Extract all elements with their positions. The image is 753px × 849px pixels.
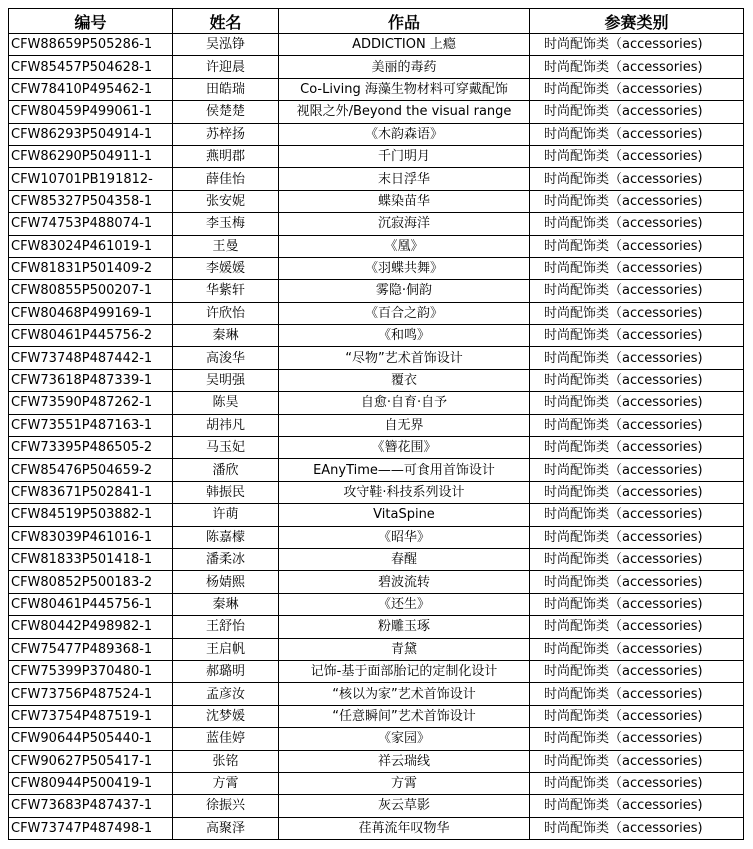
cell-work: 《百合之韵》	[279, 302, 530, 324]
cell-code: CFW85476P504659-2	[9, 459, 173, 481]
cell-code: CFW83024P461019-1	[9, 235, 173, 257]
cell-work: 千门明月	[279, 145, 530, 167]
cell-category: 时尚配饰类（accessories)	[530, 347, 744, 369]
cell-work: 荏苒流年叹物华	[279, 817, 530, 839]
cell-category: 时尚配饰类（accessories)	[530, 369, 744, 391]
cell-code: CFW80468P499169-1	[9, 302, 173, 324]
table-row	[9, 123, 744, 145]
cell-category: 时尚配饰类（accessories)	[530, 145, 744, 167]
cell-work: 蝶染苗华	[279, 190, 530, 212]
header-category: 参赛类别	[530, 9, 744, 34]
cell-work: 春醒	[279, 548, 530, 570]
cell-work: 记饰-基于面部胎记的定制化设计	[279, 660, 530, 682]
cell-code: CFW75477P489368-1	[9, 638, 173, 660]
table-body	[9, 34, 744, 840]
cell-name: 沈梦媛	[173, 705, 279, 727]
table-row	[9, 34, 744, 56]
cell-name: 马玉妃	[173, 437, 279, 459]
cell-code: CFW90644P505440-1	[9, 728, 173, 750]
cell-category: 时尚配饰类（accessories)	[530, 683, 744, 705]
cell-name: 杨婧熙	[173, 571, 279, 593]
cell-code: CFW83671P502841-1	[9, 481, 173, 503]
table-row	[9, 459, 744, 481]
cell-work: 《昭华》	[279, 526, 530, 548]
cell-work: 自无界	[279, 414, 530, 436]
cell-name: 秦琳	[173, 325, 279, 347]
table-row	[9, 168, 744, 190]
table-row	[9, 437, 744, 459]
cell-name: 陈昊	[173, 392, 279, 414]
cell-name: 田皓瑞	[173, 78, 279, 100]
spreadsheet	[8, 8, 744, 840]
cell-code: CFW73590P487262-1	[9, 392, 173, 414]
cell-code: CFW83039P461016-1	[9, 526, 173, 548]
cell-name: 孟彦汝	[173, 683, 279, 705]
cell-code: CFW73748P487442-1	[9, 347, 173, 369]
cell-work: “尽物”艺术首饰设计	[279, 347, 530, 369]
cell-work: VitaSpine	[279, 504, 530, 526]
table-row	[9, 302, 744, 324]
table-row	[9, 593, 744, 615]
cell-category: 时尚配饰类（accessories)	[530, 705, 744, 727]
cell-work: Co-Living 海藻生物材料可穿戴配饰	[279, 78, 530, 100]
cell-work: 美丽的毒药	[279, 56, 530, 78]
cell-code: CFW73395P486505-2	[9, 437, 173, 459]
table-row	[9, 616, 744, 638]
entries-table	[8, 8, 744, 840]
cell-code: CFW80944P500419-1	[9, 772, 173, 794]
cell-category: 时尚配饰类（accessories)	[530, 795, 744, 817]
cell-code: CFW73754P487519-1	[9, 705, 173, 727]
cell-category: 时尚配饰类（accessories)	[530, 571, 744, 593]
cell-work: 视限之外/Beyond the visual range	[279, 101, 530, 123]
cell-category: 时尚配饰类（accessories)	[530, 414, 744, 436]
table-row	[9, 481, 744, 503]
table-row	[9, 772, 744, 794]
table-row	[9, 190, 744, 212]
cell-category: 时尚配饰类（accessories)	[530, 526, 744, 548]
cell-work: 青黛	[279, 638, 530, 660]
cell-work: “任意瞬间”艺术首饰设计	[279, 705, 530, 727]
header-name: 姓名	[173, 9, 279, 34]
cell-name: 燕明郡	[173, 145, 279, 167]
cell-code: CFW81831P501409-2	[9, 257, 173, 279]
cell-code: CFW86293P504914-1	[9, 123, 173, 145]
cell-category: 时尚配饰类（accessories)	[530, 78, 744, 100]
cell-name: 吴明强	[173, 369, 279, 391]
cell-category: 时尚配饰类（accessories)	[530, 459, 744, 481]
cell-code: CFW80459P499061-1	[9, 101, 173, 123]
cell-category: 时尚配饰类（accessories)	[530, 437, 744, 459]
cell-work: 粉雕玉琢	[279, 616, 530, 638]
cell-work: 《木韵森语》	[279, 123, 530, 145]
cell-work: 沉寂海洋	[279, 213, 530, 235]
table-row	[9, 213, 744, 235]
cell-code: CFW86290P504911-1	[9, 145, 173, 167]
cell-name: 方霄	[173, 772, 279, 794]
table-row	[9, 280, 744, 302]
cell-code: CFW73683P487437-1	[9, 795, 173, 817]
cell-category: 时尚配饰类（accessories)	[530, 392, 744, 414]
cell-name: 华紫轩	[173, 280, 279, 302]
cell-code: CFW73747P487498-1	[9, 817, 173, 839]
cell-name: 秦琳	[173, 593, 279, 615]
cell-code: CFW85327P504358-1	[9, 190, 173, 212]
cell-name: 高浚华	[173, 347, 279, 369]
cell-code: CFW81833P501418-1	[9, 548, 173, 570]
cell-category: 时尚配饰类（accessories)	[530, 325, 744, 347]
cell-name: 韩振民	[173, 481, 279, 503]
header-work: 作品	[279, 9, 530, 34]
table-row	[9, 235, 744, 257]
cell-work: 末日浮华	[279, 168, 530, 190]
cell-work: 雾隐·侗韵	[279, 280, 530, 302]
table-row	[9, 257, 744, 279]
table-row	[9, 683, 744, 705]
cell-code: CFW88659P505286-1	[9, 34, 173, 56]
cell-category: 时尚配饰类（accessories)	[530, 548, 744, 570]
cell-name: 潘柔冰	[173, 548, 279, 570]
cell-name: 许欣怡	[173, 302, 279, 324]
cell-work: 《凰》	[279, 235, 530, 257]
cell-name: 张铭	[173, 750, 279, 772]
cell-category: 时尚配饰类（accessories)	[530, 817, 744, 839]
cell-name: 郝璐明	[173, 660, 279, 682]
cell-name: 侯楚楚	[173, 101, 279, 123]
cell-category: 时尚配饰类（accessories)	[530, 481, 744, 503]
cell-name: 吴泓铮	[173, 34, 279, 56]
cell-code: CFW75399P370480-1	[9, 660, 173, 682]
cell-code: CFW80461P445756-1	[9, 593, 173, 615]
header-row	[9, 9, 744, 34]
cell-work: 祥云瑞线	[279, 750, 530, 772]
cell-category: 时尚配饰类（accessories)	[530, 56, 744, 78]
cell-category: 时尚配饰类（accessories)	[530, 772, 744, 794]
cell-code: CFW80855P500207-1	[9, 280, 173, 302]
cell-code: CFW85457P504628-1	[9, 56, 173, 78]
cell-work: 《羽蝶共舞》	[279, 257, 530, 279]
cell-code: CFW90627P505417-1	[9, 750, 173, 772]
table-row	[9, 56, 744, 78]
cell-name: 徐振兴	[173, 795, 279, 817]
table-row	[9, 795, 744, 817]
cell-category: 时尚配饰类（accessories)	[530, 213, 744, 235]
cell-name: 李媛媛	[173, 257, 279, 279]
cell-work: 碧波流转	[279, 571, 530, 593]
cell-work: “核以为家”艺术首饰设计	[279, 683, 530, 705]
cell-code: CFW73756P487524-1	[9, 683, 173, 705]
cell-name: 王舒怡	[173, 616, 279, 638]
cell-category: 时尚配饰类（accessories)	[530, 302, 744, 324]
cell-code: CFW73618P487339-1	[9, 369, 173, 391]
cell-name: 薛佳怡	[173, 168, 279, 190]
cell-name: 胡祎凡	[173, 414, 279, 436]
cell-category: 时尚配饰类（accessories)	[530, 593, 744, 615]
cell-category: 时尚配饰类（accessories)	[530, 235, 744, 257]
table-row	[9, 369, 744, 391]
cell-category: 时尚配饰类（accessories)	[530, 728, 744, 750]
cell-code: CFW84519P503882-1	[9, 504, 173, 526]
table-row	[9, 571, 744, 593]
cell-category: 时尚配饰类（accessories)	[530, 616, 744, 638]
table-row	[9, 414, 744, 436]
cell-code: CFW74753P488074-1	[9, 213, 173, 235]
cell-name: 高聚泽	[173, 817, 279, 839]
table-row	[9, 660, 744, 682]
cell-code: CFW80852P500183-2	[9, 571, 173, 593]
cell-category: 时尚配饰类（accessories)	[530, 190, 744, 212]
cell-code: CFW10701PB191812-	[9, 168, 173, 190]
table-row	[9, 750, 744, 772]
cell-code: CFW80442P498982-1	[9, 616, 173, 638]
cell-category: 时尚配饰类（accessories)	[530, 660, 744, 682]
cell-category: 时尚配饰类（accessories)	[530, 280, 744, 302]
cell-category: 时尚配饰类（accessories)	[530, 34, 744, 56]
cell-name: 李玉梅	[173, 213, 279, 235]
cell-work: 攻守鞋·科技系列设计	[279, 481, 530, 503]
table-row	[9, 392, 744, 414]
cell-work: 方霄	[279, 772, 530, 794]
cell-name: 蓝佳婷	[173, 728, 279, 750]
table-row	[9, 817, 744, 839]
cell-category: 时尚配饰类（accessories)	[530, 638, 744, 660]
cell-name: 许迎晨	[173, 56, 279, 78]
cell-name: 陈嘉檬	[173, 526, 279, 548]
cell-category: 时尚配饰类（accessories)	[530, 168, 744, 190]
cell-work: 覆衣	[279, 369, 530, 391]
cell-code: CFW78410P495462-1	[9, 78, 173, 100]
cell-code: CFW80461P445756-2	[9, 325, 173, 347]
cell-code: CFW73551P487163-1	[9, 414, 173, 436]
cell-work: ADDICTION 上瘾	[279, 34, 530, 56]
cell-name: 王启帆	[173, 638, 279, 660]
cell-category: 时尚配饰类（accessories)	[530, 504, 744, 526]
table-row	[9, 705, 744, 727]
cell-work: 《还生》	[279, 593, 530, 615]
cell-name: 王曼	[173, 235, 279, 257]
table-row	[9, 145, 744, 167]
cell-category: 时尚配饰类（accessories)	[530, 101, 744, 123]
cell-name: 许萌	[173, 504, 279, 526]
table-row	[9, 638, 744, 660]
cell-category: 时尚配饰类（accessories)	[530, 123, 744, 145]
cell-category: 时尚配饰类（accessories)	[530, 257, 744, 279]
cell-name: 苏梓扬	[173, 123, 279, 145]
table-row	[9, 347, 744, 369]
cell-work: 灰云草影	[279, 795, 530, 817]
cell-category: 时尚配饰类（accessories)	[530, 750, 744, 772]
cell-work: 《和鸣》	[279, 325, 530, 347]
cell-work: 自愈·自育·自予	[279, 392, 530, 414]
table-row	[9, 548, 744, 570]
table-row	[9, 101, 744, 123]
cell-name: 潘欣	[173, 459, 279, 481]
table-row	[9, 728, 744, 750]
header-code: 编号	[9, 9, 173, 34]
cell-work: EAnyTime——可食用首饰设计	[279, 459, 530, 481]
cell-work: 《簪花围》	[279, 437, 530, 459]
cell-work: 《家园》	[279, 728, 530, 750]
table-row	[9, 526, 744, 548]
table-row	[9, 504, 744, 526]
table-row	[9, 325, 744, 347]
table-row	[9, 78, 744, 100]
cell-name: 张安妮	[173, 190, 279, 212]
